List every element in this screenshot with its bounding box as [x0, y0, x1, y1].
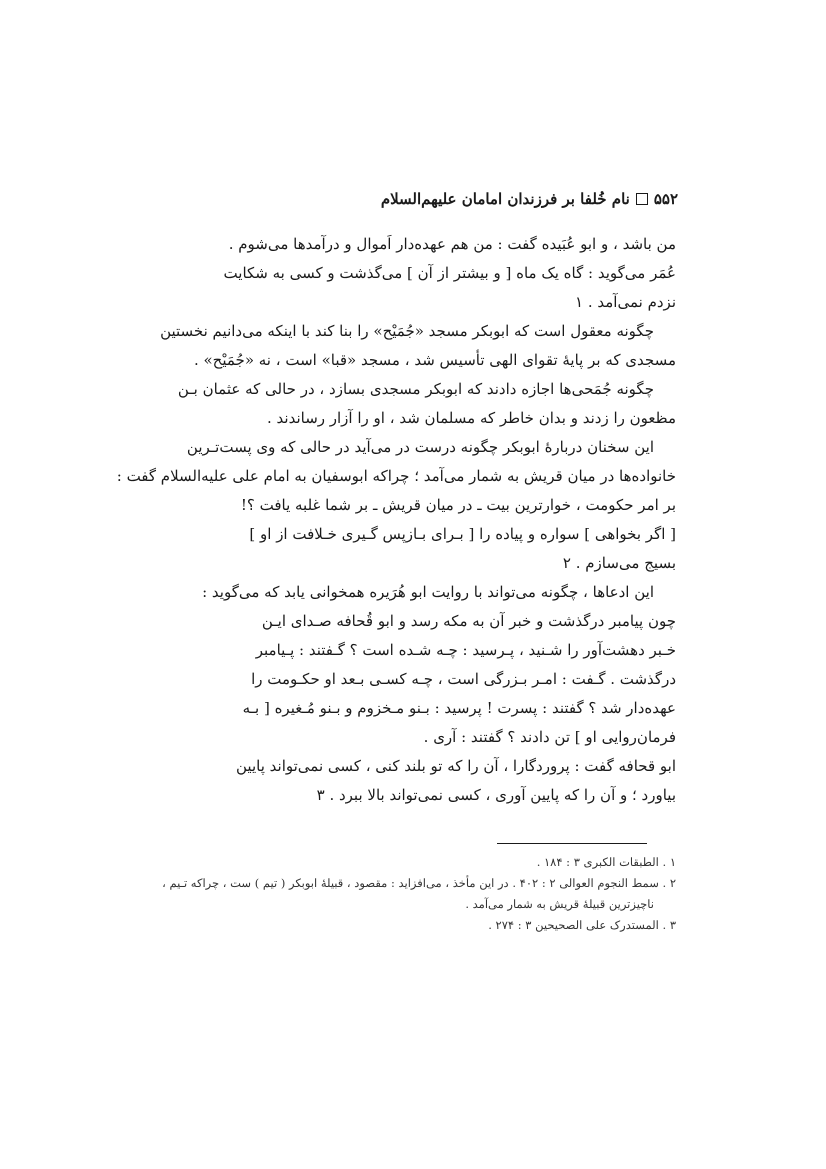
footnote: ۳ . المستدرک علی الصحیحین ۳ : ۲۷۴ . — [488, 918, 676, 932]
quote-line: ابو قحافه گفت : پروردگارا ، آن را که تو بلند کنی ، کسی نمی‌تواند پایین — [236, 757, 676, 775]
main-text — [116, 230, 676, 810]
quote-line: عهده‌دار شد ؟ گفتند : پسرت ! پرسید : بـنو مـخزوم و بـنو مُـغیره [ بـه — [242, 699, 676, 717]
text-line: این سخنان دربارهٔ ابوبکر چگونه درست در می‌آید در حالی که وی پست‌تـرین — [186, 438, 654, 456]
quote-line: بر امر حکومت ، خوارترین بیت ـ در میان قریش ـ بر شما غلبه یافت ؟! — [240, 496, 676, 514]
text-line: مسجدی که بر پایهٔ تقوای الهی تأسیس شد ، مسجد «قبا» است ، نه «جُمَیْح» . — [193, 351, 676, 369]
quote-line: [ اگر بخواهی ] سواره و پیاده را [ بـرای بـازپس گـیری خـلافت از او ] — [249, 525, 676, 543]
footnote: ۱ . الطبقات الکبری ۳ : ۱۸۴ . — [536, 855, 676, 869]
running-header — [381, 190, 678, 208]
quote-line: بسیج می‌سازم . ۲ — [562, 554, 676, 572]
quote-line: درگذشت . گـفت : امـر بـزرگی است ، چـه کسـی بـعد او حکـومت را — [251, 670, 676, 688]
footnote-divider — [497, 843, 647, 844]
text-line: خانواده‌ها در میان قریش به شمار می‌آمد ؛ چراکه ابوسفیان به امام علی علیه‌السلام گفت : — [116, 467, 676, 485]
chapter-title: نام خُلفا بر فرزندان امامان علیهم‌السلام — [380, 190, 630, 208]
footnotes — [162, 852, 676, 936]
text-line: این ادعاها ، چگونه می‌تواند با روایت ابو هُرَیره همخوانی یابد که می‌گوید : — [202, 583, 654, 601]
text-line: چگونه معقول است که ابوبکر مسجد «جُمَیْح» را بنا کند با اینکه می‌دانیم نخستین — [160, 322, 654, 340]
quote-line: فرمان‌روایی او ] تن دادند ؟ گفتند : آری . — [423, 728, 676, 746]
text-line: چگونه جُمَحی‌ها اجازه دادند که ابوبکر مسجدی بسازد ، در حالی که عثمان بـن — [177, 380, 654, 398]
text-line: من باشد ، و ابو عُبَیده گفت : من هم عهده‌دار اَموال و درآمدها می‌شوم . — [228, 235, 676, 253]
quote-line: چون پیامبر درگذشت و خبر آن به مکه رسد و ابو قُحافه صـدای ایـن — [261, 612, 676, 630]
square-icon — [636, 193, 648, 205]
text-line: مظعون را زدند و بدان خاطر که مسلمان شد ، او را آزار رساندند . — [266, 409, 676, 427]
quote-line: خـبر دهشت‌آور را شـنید ، پـرسید : چـه شـده است ؟ گـفتند : پـیامبر — [255, 641, 676, 659]
quote-line: بیاورد ؛ و آن را که پایین آوری ، کسی نمی‌تواند بالا ببرد . ۳ — [316, 786, 676, 804]
footnote: ۲ . سمط النجوم العوالی ۲ : ۴۰۲ . در این مأخذ ، می‌افزاید : مقصود ، قبیلهٔ ابوبکر ( تیم ) ست ، چراکه تـیم ، — [162, 876, 676, 890]
text-line: نزدم نمی‌آمد . ۱ — [575, 293, 676, 311]
text-line: عُمَر می‌گوید : گاه یک ماه [ و بیشتر از آن ] می‌گذشت و کسی به شکایت — [223, 264, 676, 282]
footnote-continuation: ناچیزترین قبیلهٔ قریش به شمار می‌آمد . — [465, 897, 654, 911]
page-number: ۵۵۲ — [653, 190, 678, 208]
